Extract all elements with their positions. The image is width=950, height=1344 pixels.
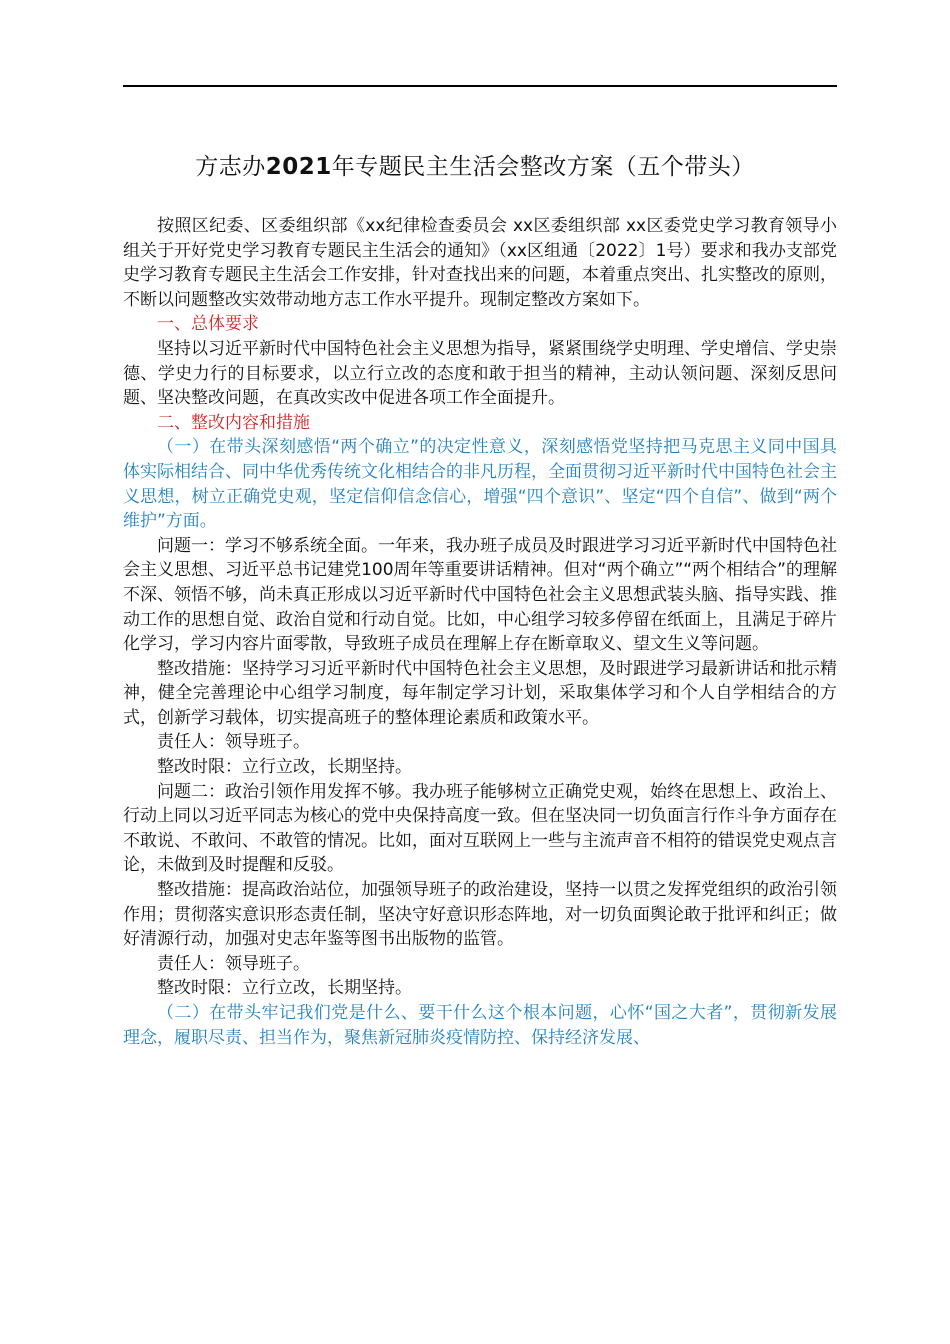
header-rule [123, 85, 837, 87]
responsible-1: 责任人：领导班子。 [157, 732, 310, 753]
deadline-1: 整改时限：立行立改，长期坚持。 [157, 757, 412, 778]
general-requirements-paragraph: 坚持以习近平新时代中国特色社会主义思想为指导，紧紧围绕学史明理、学史增信、学史崇德、学史力行的目标要求，以立行立改的态度和敢于担当的精神，主动认领问题、深刻反思问题、坚决整改问题，在真改实改中促进各项工作全面提升。 [123, 338, 837, 409]
responsible-2: 责任人：领导班子。 [157, 953, 310, 974]
deadline-2: 整改时限：立行立改，长期坚持。 [157, 978, 412, 999]
measures-1-paragraph: 整改措施：坚持学习习近平新时代中国特色社会主义思想，及时跟进学习最新讲话和批示精神，健全完善理论中心组学习制度，每年制定学习计划，采取集体学习和个人自学相结合的方式，创新学习载体，切实提高班子的整体理论素质和政策水平。 [123, 658, 837, 728]
section-heading-general: 一、总体要求 [157, 314, 259, 335]
title-year: 2021 [265, 154, 332, 180]
intro-paragraph: 按照区纪委、区委组织部《xx纪律检查委员会 xx区委组织部 xx区委党史学习教育领导小组关于开好党史学习教育专题民主生活会的通知》（xx区组通〔2022〕1号）要求和我办支部党史学习教育专题民主生活会工作安排，针对查找出来的问题，本着重点突出、扎实整改的原则，不断以问题整改实效带动地方志工作水平提升。现制定整改方案如下。 [123, 216, 837, 310]
section-heading-measures: 二、整改内容和措施 [157, 412, 310, 433]
problem-1-paragraph: 问题一：学习不够系统全面。一年来，我办班子成员及时跟进学习习近平新时代中国特色社会主义思想、习近平总书记建党100周年等重要讲话精神。但对“两个确立”“两个相结合”的理解不深、领悟不够，尚未真正形成以习近平新时代中国特色社会主义思想武装头脑、指导实践、推动工作的思想自觉、政治自觉和行动自觉。比如，中心组学习较多停留在纸面上，且满足于碎片化学习，学习内容片面零散，导致班子成员在理解上存在断章取义、望文生义等问题。 [123, 535, 837, 655]
document-body [123, 214, 837, 1050]
subsection-2-heading: （二）在带头牢记我们党是什么、要干什么这个根本问题，心怀“国之大者”，贯彻新发展理念，履职尽责、担当作为，聚焦新冠肺炎疫情防控、保持经济发展、 [123, 1003, 837, 1048]
measures-2-paragraph: 整改措施：提高政治站位，加强领导班子的政治建设，坚持一以贯之发挥党组织的政治引领作用；贯彻落实意识形态责任制，坚决守好意识形态阵地，对一切负面舆论敢于批评和纠正；做好清源行动，加强对史志年鉴等图书出版物的监管。 [123, 880, 837, 950]
title-prefix: 方志办 [195, 154, 266, 180]
problem-2-paragraph: 问题二：政治引领作用发挥不够。我办班子能够树立正确党史观，始终在思想上、政治上、行动上同以习近平同志为核心的党中央保持高度一致。但在坚决同一切负面言行作斗争方面存在不敢说、不敢问、不敢管的情况。比如，面对互联网上一些与主流声音不相符的错误党史观点言论，未做到及时提醒和反驳。 [123, 781, 837, 876]
title-suffix: 年专题民主生活会整改方案（五个带头） [331, 154, 755, 180]
subsection-1-heading: （一）在带头深刻感悟“两个确立”的决定性意义，深刻感悟党坚持把马克思主义同中国具体实际相结合、同中华优秀传统文化相结合的非凡历程，全面贯彻习近平新时代中国特色社会主义思想，树立正确党史观，坚定信仰信念信心，增强“四个意识”、坚定“四个自信”、做到“两个维护”方面。 [123, 437, 837, 532]
document-title [0, 150, 950, 184]
